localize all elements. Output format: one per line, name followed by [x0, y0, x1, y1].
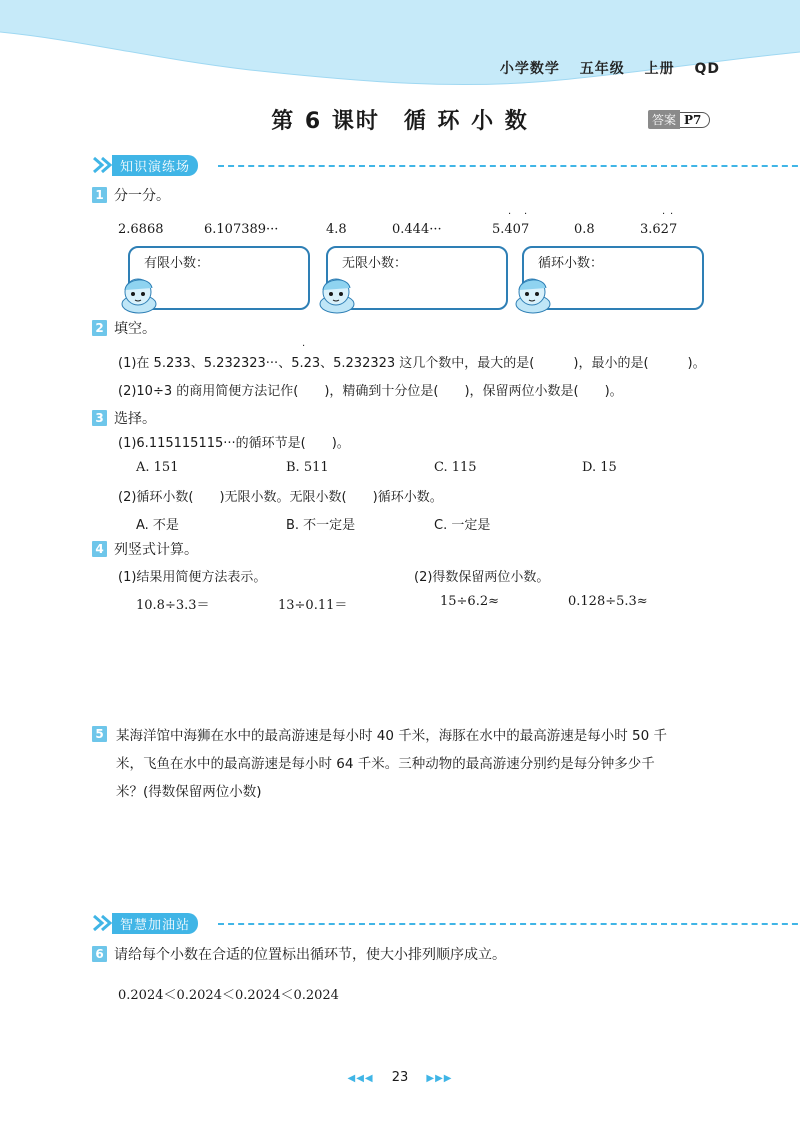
mascot-icon — [512, 272, 554, 314]
q4-expression-2: 13÷0.11＝ — [278, 598, 348, 613]
q1-number-1: 2.6868 — [118, 222, 164, 237]
q4-sub-2: (2)得数保留两位小数。 — [414, 570, 550, 585]
header-info — [486, 58, 720, 78]
q5-line-1: 某海洋馆中海狮在水中的最高游速是每小时 40 千米，海豚在水中的最高游速是每小时 50 千 — [116, 728, 668, 744]
box-label: 循环小数： — [538, 256, 604, 271]
q4-expression-1: 10.8÷3.3＝ — [136, 598, 210, 613]
header-subject: 小学数学 — [499, 61, 560, 77]
q3-option-c[interactable]: C. 一定是 — [434, 518, 491, 533]
q4-expression-4: 0.128÷5.3≈ — [568, 594, 648, 609]
question-6-text: 请给每个小数在合适的位置标出循环节，使大小排列顺序成立。 — [114, 947, 506, 963]
box-label: 有限小数： — [144, 256, 210, 271]
question-number-1: 1 — [92, 187, 107, 203]
question-number-4: 4 — [92, 541, 107, 557]
repeat-dot: · — [662, 209, 666, 220]
q1-number-5: 5.407 — [492, 222, 530, 237]
question-3-text: 选择。 — [114, 411, 156, 427]
repeat-dot: · — [524, 209, 528, 220]
q3-sub-2: (2)循环小数( )无限小数。无限小数( )循环小数。 — [118, 490, 443, 505]
section-divider — [218, 165, 800, 167]
question-number-2: 2 — [92, 320, 107, 336]
mascot-icon — [316, 272, 358, 314]
repeat-dot: · — [508, 209, 512, 220]
section-banner-practice — [92, 155, 198, 175]
page-number: 23 — [391, 1070, 409, 1085]
q3-option-c[interactable]: C. 115 — [434, 460, 477, 475]
q5-line-3: 米？(得数保留两位小数) — [116, 784, 262, 800]
answer-tag[interactable] — [648, 110, 710, 129]
repeat-dot: · — [670, 209, 674, 220]
q2-line-2: (2)10÷3 的商用简便方法记作( )，精确到十分位是( )，保留两位小数是( )。 — [118, 384, 623, 399]
section-banner-challenge — [92, 913, 198, 933]
section-title-challenge: 智慧加油站 — [112, 913, 198, 934]
box-label: 无限小数： — [342, 256, 408, 271]
prev-arrows-icon: ◀◀◀ — [347, 1073, 374, 1084]
q2-line-1: (1)在 5.233、5.232323···、5.23、5.232323 这几个数中，最大的是( )，最小的是( )。 — [118, 356, 706, 371]
header-volume: 上册 — [644, 61, 675, 77]
repeat-dot: · — [302, 341, 306, 352]
answer-label: 答案 — [648, 110, 680, 129]
answer-page: P7 — [680, 112, 710, 128]
question-2-text: 填空。 — [114, 321, 156, 337]
q1-number-2: 6.107389··· — [204, 222, 279, 237]
header-grade: 五年级 — [579, 61, 625, 77]
next-arrows-icon: ▶▶▶ — [426, 1073, 453, 1084]
q6-expression: 0.2024＜0.2024＜0.2024＜0.2024 — [118, 988, 339, 1003]
section-divider — [218, 923, 800, 925]
q1-number-7: 3.627 — [640, 222, 678, 237]
page-footer — [0, 1070, 800, 1085]
q3-option-b[interactable]: B. 511 — [286, 460, 329, 475]
q1-number-6: 0.8 — [574, 222, 595, 237]
question-1-text: 分一分。 — [114, 188, 170, 204]
q4-expression-3: 15÷6.2≈ — [440, 594, 500, 609]
q1-number-4: 0.444··· — [392, 222, 442, 237]
question-number-6: 6 — [92, 946, 107, 962]
question-number-3: 3 — [92, 410, 107, 426]
page-title: 第 6 课时 循 环 小 数 — [271, 109, 529, 134]
q3-option-d[interactable]: D. 15 — [582, 460, 617, 475]
q3-option-a[interactable]: A. 151 — [136, 460, 179, 475]
header-edition: QD — [694, 61, 720, 77]
q3-option-a[interactable]: A. 不是 — [136, 518, 179, 533]
q4-sub-1: (1)结果用简便方法表示。 — [118, 570, 267, 585]
header-wave — [0, 0, 800, 95]
question-number-5: 5 — [92, 726, 107, 742]
question-4-text: 列竖式计算。 — [114, 542, 198, 558]
mascot-icon — [118, 272, 160, 314]
q3-option-b[interactable]: B. 不一定是 — [286, 518, 356, 533]
q1-number-3: 4.8 — [326, 222, 347, 237]
section-title-practice: 知识演练场 — [112, 155, 198, 176]
q5-line-2: 米，飞鱼在水中的最高游速是每小时 64 千米。三种动物的最高游速分别约是每分钟多少千 — [116, 756, 655, 772]
q3-sub-1: (1)6.115115115···的循环节是( )。 — [118, 436, 350, 451]
